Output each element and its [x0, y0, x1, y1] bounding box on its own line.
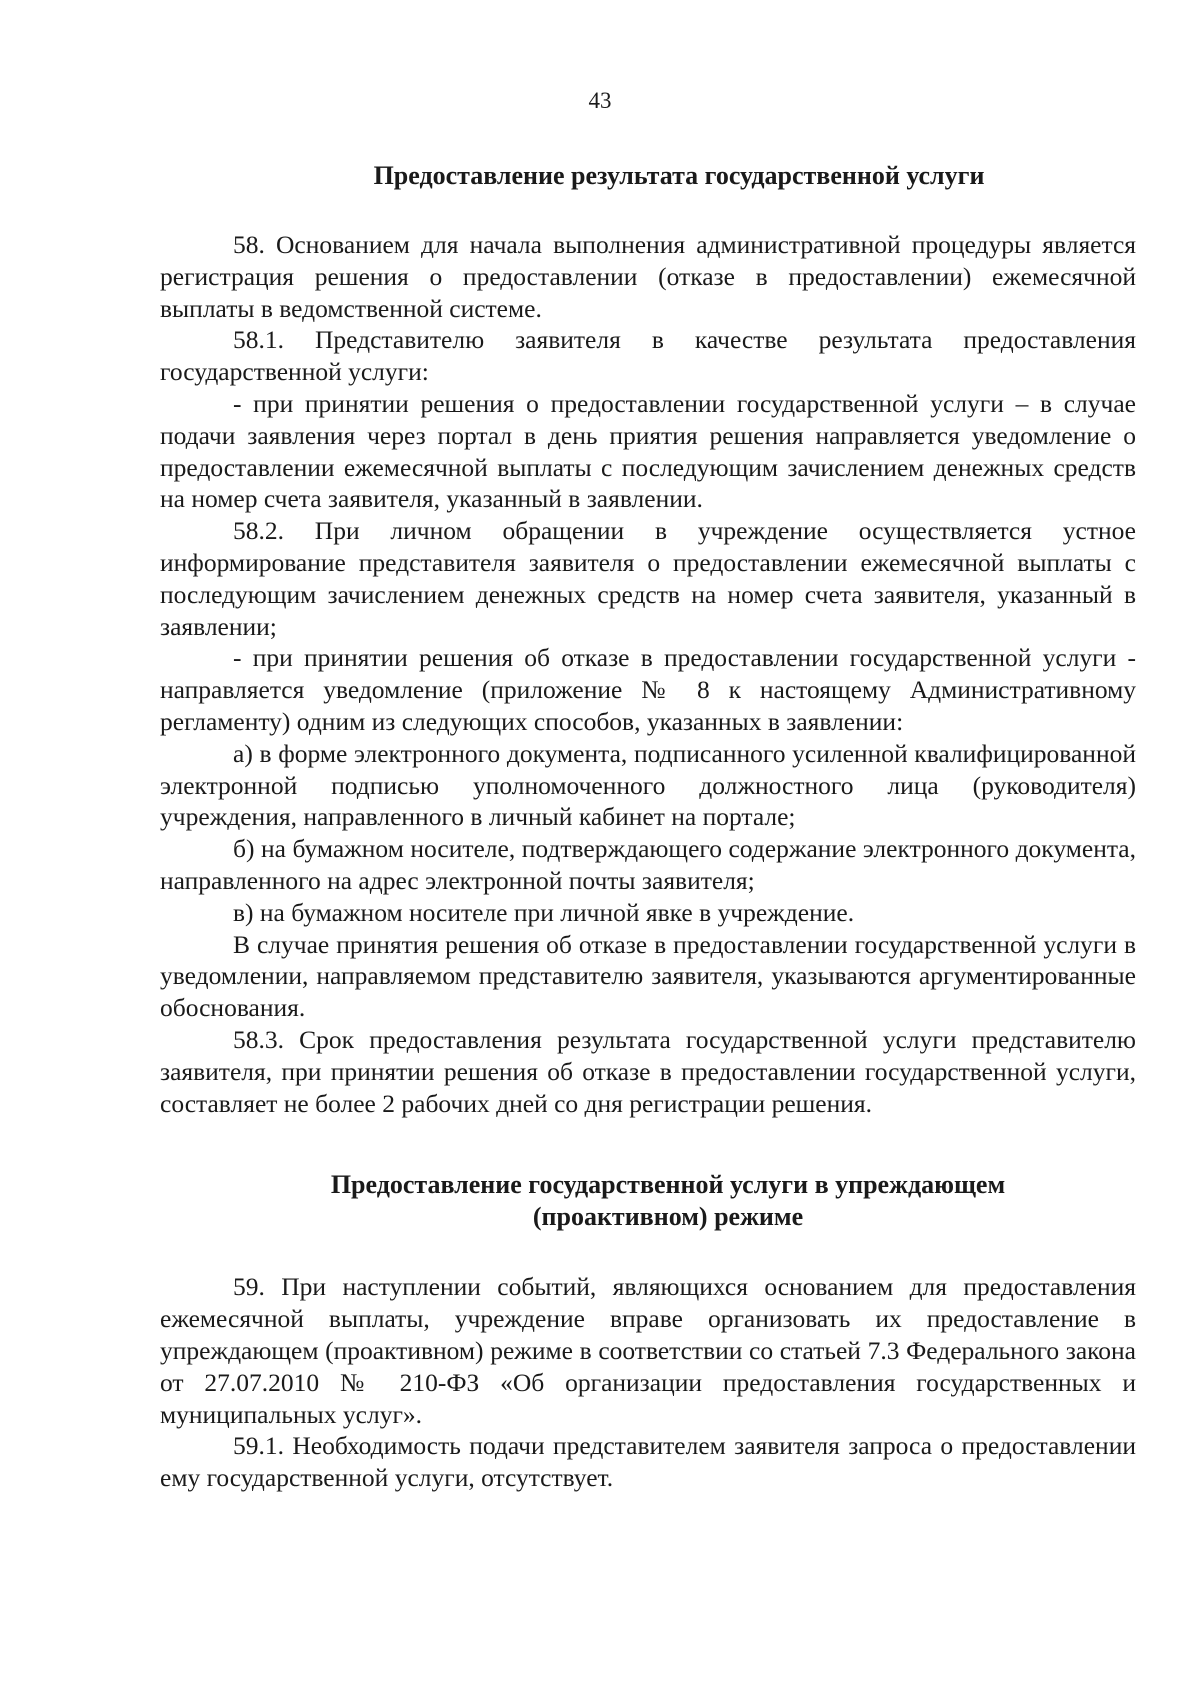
- paragraph-59-1: 59.1. Необходимость подачи представителем заявителя запроса о предоставлении ему государственной услуги, отсутствует.: [160, 1431, 1136, 1493]
- document-body: [160, 160, 1136, 1494]
- section-heading-result: Предоставление результата государственной услуги: [373, 161, 985, 190]
- paragraph-58-1-item: - при принятии решения о предоставлении государственной услуги – в случае подачи заявления через портал в день приятия решения направляется уведомление о предоставлении ежемесячной выплаты с последующим зачислением денежных средств на номер счета заявителя, указанный в заявлении.: [160, 388, 1136, 514]
- paragraph-59: 59. При наступлении событий, являющихся основанием для предоставления ежемесячной выплаты, учреждение вправе организовать их предоставление в упреждающем (проактивном) режиме в соответствии со статьей 7.3 Федерального закона от 27.07.2010 № 210-ФЗ «Об организации предоставления государственных и муниципальных услуг».: [160, 1272, 1136, 1429]
- section-heading-proactive: [160, 1169, 1136, 1233]
- paragraph-refusal-justification: В случае принятия решения об отказе в предоставлении государственной услуги в уведомлении, направляемом представителю заявителя, указываются аргументированные обоснования.: [160, 929, 1136, 1023]
- paragraph-option-b: б) на бумажном носителе, подтверждающего содержание электронного документа, направленного на адрес электронной почты заявителя;: [160, 834, 1136, 895]
- paragraph-58-2-refusal: - при принятии решения об отказе в предоставлении государственной услуги - направляется уведомление (приложение № 8 к настоящему Административному регламенту) одним из следующих способов, указанных в заявлении:: [160, 643, 1136, 736]
- paragraph-58: 58. Основанием для начала выполнения административной процедуры является регистрация решения о предоставлении (отказе в предоставлении) ежемесячной выплаты в ведомственной системе.: [160, 230, 1136, 323]
- paragraph-58-3: 58.3. Срок предоставления результата государственной услуги представителю заявителя, при принятии решения об отказе в предоставлении государственной услуги, составляет не более 2 рабочих дней со дня регистрации решения.: [160, 1024, 1136, 1118]
- section-heading-proactive-line1: Предоставление государственной услуги в упреждающем: [330, 1170, 1006, 1200]
- page-number: 43: [588, 88, 612, 113]
- paragraph-option-a: а) в форме электронного документа, подписанного усиленной квалифицированной электронной подписью уполномоченного должностного лица (руководителя) учреждения, направленного в личный кабинет на портале;: [160, 738, 1136, 832]
- section-heading-proactive-line2: (проактивном) режиме: [532, 1202, 804, 1232]
- paragraph-58-2: 58.2. При личном обращении в учреждение осуществляется устное информирование представителя заявителя о предоставлении ежемесячной выплаты с последующим зачислением денежных средств на номер счета заявителя, указанный в заявлении;: [160, 516, 1136, 641]
- paragraph-option-c: в) на бумажном носителе при личной явке в учреждение.: [233, 897, 855, 927]
- paragraph-58-1: 58.1. Представителю заявителя в качестве результата предоставления государственной услуги:: [160, 325, 1136, 387]
